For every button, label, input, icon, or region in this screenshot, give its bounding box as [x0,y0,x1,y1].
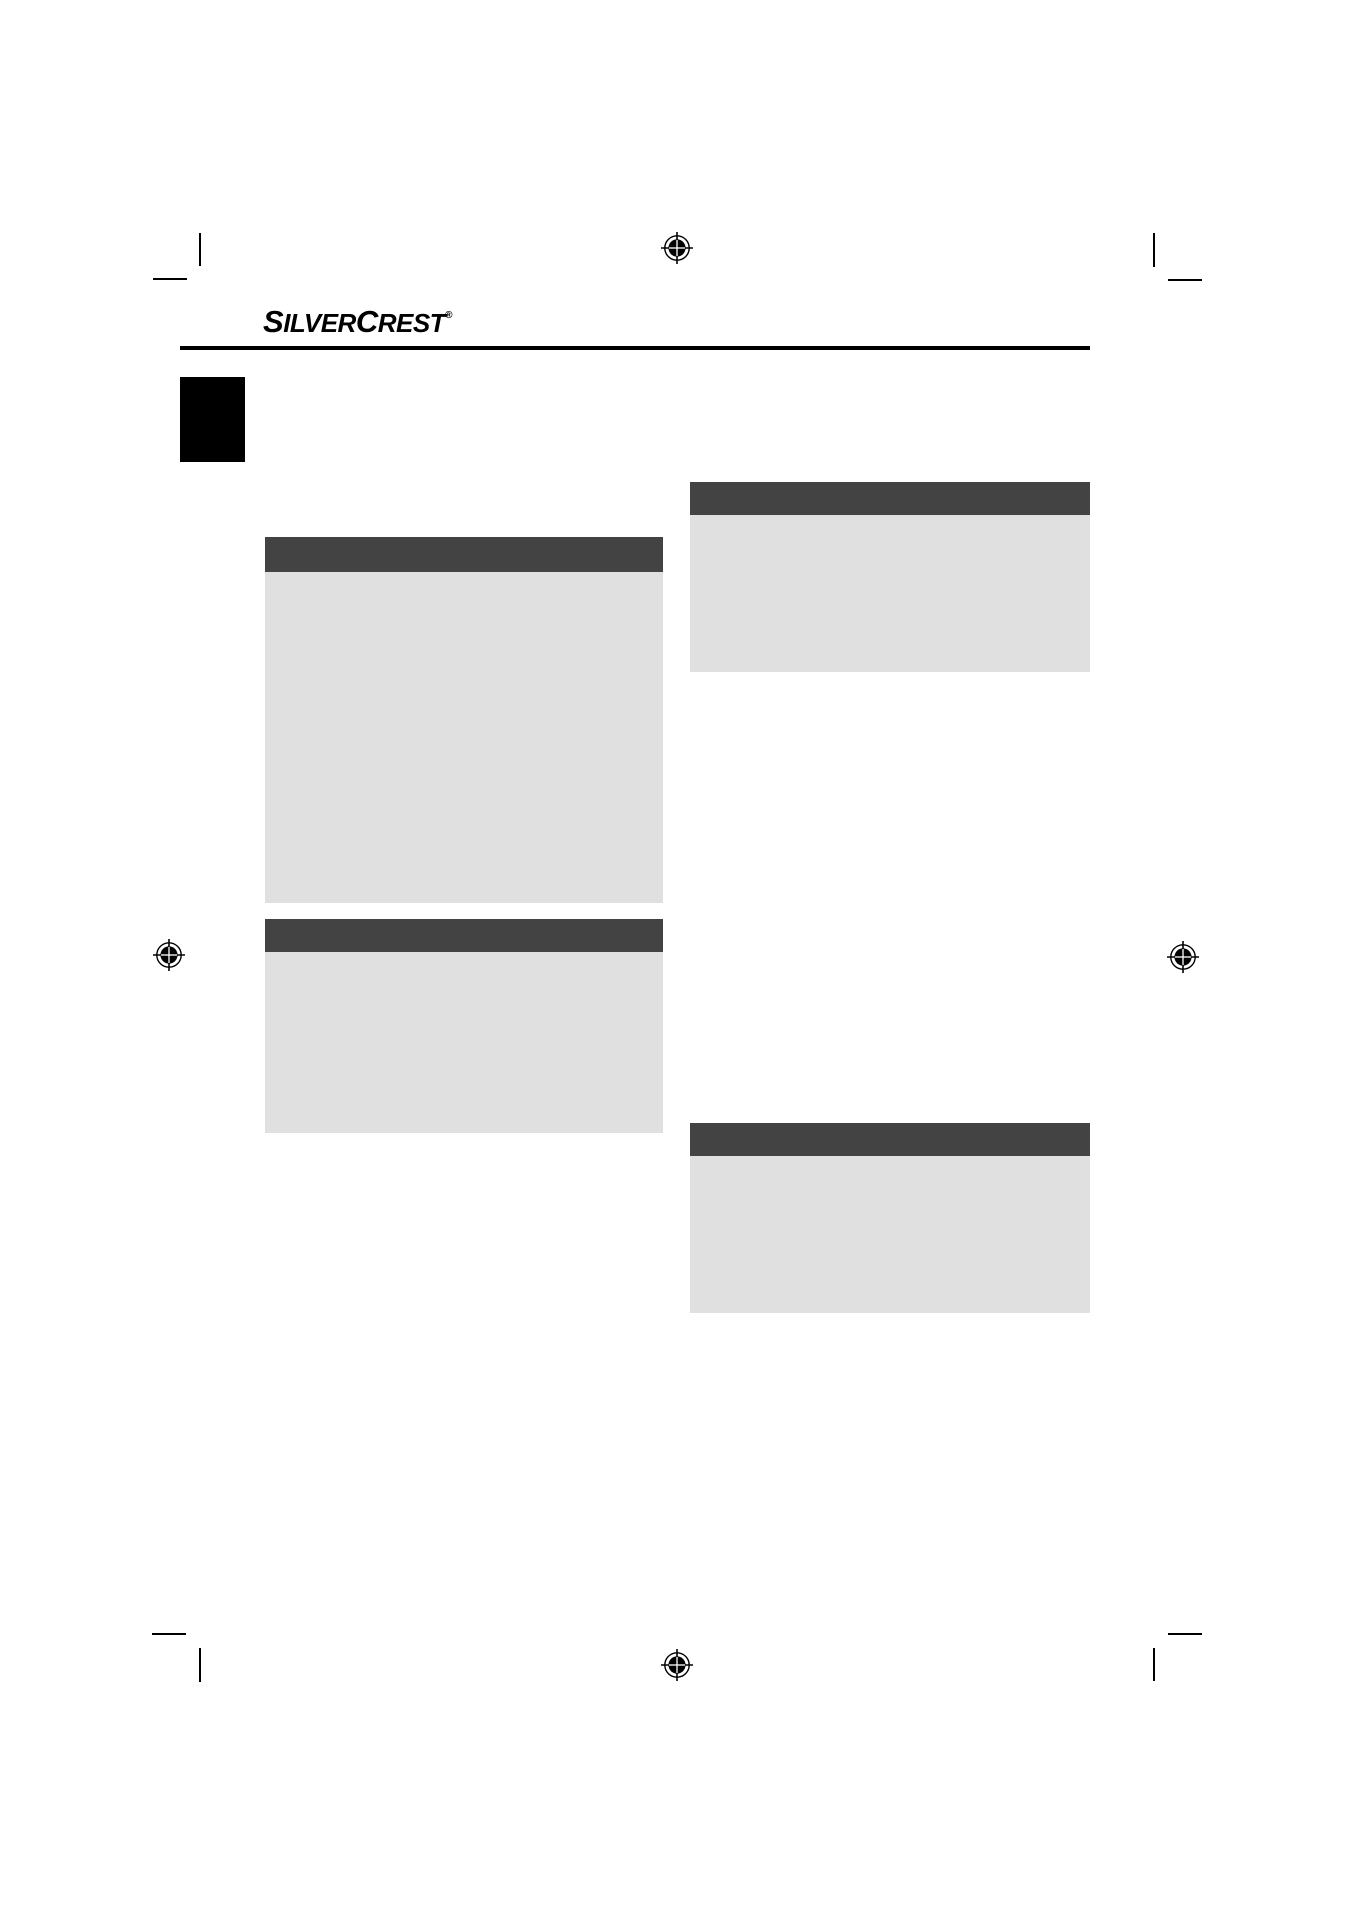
registration-mark-icon-top-center [660,231,694,265]
content-box-left-bottom [265,919,663,1133]
box-body [690,1156,1090,1313]
box-header-bar [690,1123,1090,1156]
registered-trademark-symbol: ® [445,310,453,321]
crop-mark-bottom-left-horizontal [152,1633,186,1635]
box-header-bar [690,482,1090,515]
content-box-left-top [265,537,663,903]
content-box-right-top [690,482,1090,672]
box-body [265,572,663,903]
crop-mark-bottom-right-vertical [1153,1648,1155,1681]
crop-mark-bottom-left-vertical [199,1648,201,1682]
content-box-right-bottom [690,1123,1090,1313]
registration-mark-icon-left-middle [152,938,186,972]
crop-mark-top-left-horizontal [153,278,187,280]
box-header-bar [265,537,663,572]
crop-mark-top-right-horizontal [1168,279,1202,281]
section-tab-marker [180,377,245,462]
box-body [265,952,663,1133]
registration-mark-icon-right-middle [1166,940,1200,974]
box-header-bar [265,919,663,952]
silvercrest-logo: SILVERCREST® [263,304,453,339]
crop-mark-bottom-right-horizontal [1168,1633,1202,1635]
logo-text: S [263,304,284,339]
registration-mark-icon-bottom-center [660,1648,694,1682]
crop-mark-top-right-vertical [1153,233,1155,267]
crop-mark-top-left-vertical [199,233,201,266]
box-body [690,515,1090,672]
header-divider-rule [180,346,1090,350]
